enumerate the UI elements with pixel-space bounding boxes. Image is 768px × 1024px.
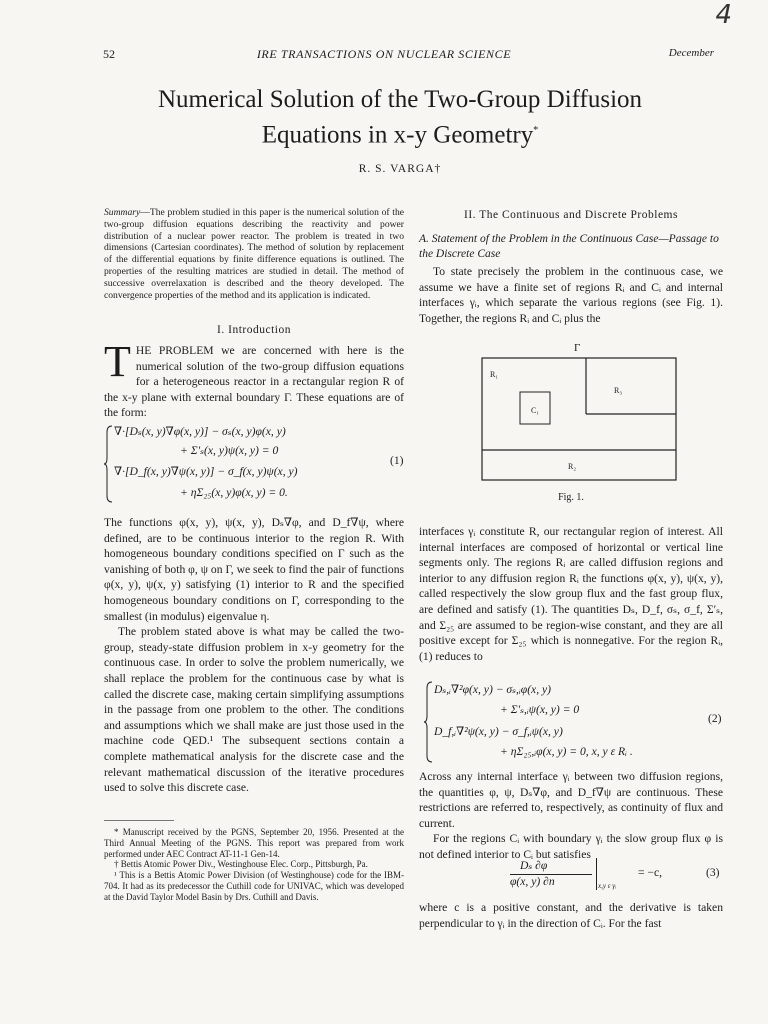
fig-r2: R₂: [568, 462, 577, 471]
footnote-3: ¹ This is a Bettis Atomic Power Division (of Westinghouse) code for the IBM-704. It had as its predecessor the Cuthill code for UNIVAC, which was developed at the David Taylor Model Basin by Drs. Cuthill and Davis.: [104, 870, 404, 902]
left-body: [104, 515, 404, 796]
equation-1: [104, 424, 404, 504]
eq2-line4: + ηΣ₂₅,ᵢφ(x, y) = 0, x, y ε Rᵢ .: [500, 745, 633, 758]
dropcap: T: [104, 337, 131, 386]
right-body-p1: interfaces γᵢ constitute R, our rectangular region of interest. All internal interfaces are composed of horizontal or vertical line segments only. The regions Rᵢ are called diffusion regions and interior to any diffusion region Rᵢ the functions φ(x, y), ψ(x, y), called respectively the slow group flux and the fast group flux, are defined and satisfy (1). The quantities Dₛ, D_f, σₛ, σ_f, Σ′ₛ, and Σ₂₅ are assumed to be region-wise constant, and they are all positive except for Σ₂₅ which is nonnegative. For the region Rᵢ, (1) reduces to: [419, 525, 723, 663]
equation-2: [424, 680, 724, 764]
section-heading: II. The Continuous and Discrete Problems: [464, 209, 678, 221]
page-number: 52: [103, 47, 115, 61]
right-body-3: [419, 900, 723, 931]
equation-3: [510, 858, 724, 894]
intro-paragraph: [104, 337, 404, 421]
left-body-p1: The functions φ(x, y), ψ(x, y), Dₛ∇φ, and D_f∇ψ, where defined, are to be continuous interior to the region R. With homogeneous boundary conditions specified on Γ such as the vanishing of both φ, ψ on Γ, we seek to find the pair of functions φ(x, y), ψ(x, y) satisfying (1) interior to R and the specified homogeneous boundary conditions on Γ, corresponding to the smallest (in modulus) eigenvalue η.: [104, 516, 404, 623]
eq3-rhs: = −c,: [638, 866, 663, 879]
eq2-line3: D_f,ᵢ∇²ψ(x, y) − σ_f,ᵢψ(x, y): [434, 725, 563, 738]
right-body2-p1: Across any internal interface γᵢ between two diffusion regions, the quantities φ, ψ, Dₛ∇φ, and D_f∇ψ are continuous. These restrictions are referred to, respectively, as continuity of flux and current.: [419, 770, 723, 830]
corner-mark: 4: [715, 0, 732, 30]
brace-icon: [104, 424, 114, 504]
eq2-line2: + Σ′ₛ,ᵢψ(x, y) = 0: [500, 703, 580, 716]
right-body: [419, 524, 723, 664]
right-paragraph-1: [419, 264, 723, 326]
figure-1: [480, 344, 680, 484]
title-line-2: Equations in x-y Geometry: [261, 121, 534, 149]
paper-title: [0, 84, 768, 150]
title-line-1: Numerical Solution of the Two-Group Diffusion: [157, 86, 643, 113]
intro-heading: I. Introduction: [217, 324, 291, 336]
right-body2-p2: For the regions Cᵢ with boundary γᵢ the slow group flux φ is not defined interior to Cᵢ but satisfies: [419, 832, 723, 861]
footnotes: [104, 827, 404, 903]
footnote-2: † Bettis Atomic Power Div., Westinghouse Elec. Corp., Pittsburgh, Pa.: [114, 859, 368, 870]
eval-bar: [596, 858, 597, 890]
eq3-subscript: x,y ε γᵢ: [598, 882, 617, 890]
eq3-number: (3): [706, 866, 720, 879]
left-body-p2: The problem stated above is what may be called the two-group, steady-state diffusion problem in x-y geometry for the continuous case. In order to solve the problem numerically, we shall replace the problem for the continuous case by what is called the discrete case, making certain simplifying assumptions in the passage from one problem to the other. The conditions and assumptions which we shall make are just those used in the machine code QED.¹ The subsequent sections contain a complete mathematical analysis for the discrete case and the relevant mathematical discussion of the iterative procedures used to solve this discrete case.: [104, 625, 404, 795]
eq3-numerator: Dₛ ∂φ: [520, 859, 548, 872]
fig-gamma: Γ: [574, 342, 581, 354]
eq2-line1: Dₛ,ᵢ∇²φ(x, y) − σₛ,ᵢφ(x, y): [434, 683, 552, 696]
right-body-2: [419, 769, 723, 863]
fig-c1: C₁: [531, 406, 540, 415]
eq1-line3: ∇·[D_f(x, y)∇ψ(x, y)] − σ_f(x, y)ψ(x, y): [114, 465, 298, 478]
right-body3-p1: where c is a positive constant, and the derivative is taken perpendicular to γᵢ in the direction of Cᵢ. For the fast: [419, 901, 723, 930]
intro-text: HE PROBLEM we are concerned with here is the numerical solution of the two-group diffusion equations for a heterogeneous reactor in a rectangular region R of the x-y plane with external boundary Γ. These equations are of the form:: [104, 344, 404, 420]
footnote-1: * Manuscript received by the PGNS, September 20, 1956. Presented at the Third Annual Meeting of the PGNS. This report was prepared from work performed under AEC Contract AT-11-1 Gen-14.: [104, 827, 404, 859]
summary: [104, 207, 404, 301]
author: R. S. VARGA†: [358, 163, 442, 175]
figure-caption: Fig. 1.: [558, 492, 584, 503]
fig-r3: R₃: [614, 386, 623, 395]
summary-text: —The problem studied in this paper is the numerical solution of the two-group diffusion equations describing the reactivity and power distribution of a nuclear power reactor. The problem is treated in two dimensions (Cartesian coordinates). The method of solution by replacement of the differential equations by finite difference equations is outlined. The properties of the resulting matrices are studied in detail. The method of successive overrelaxation is described and the theory developed. The convergence properties of the method and its application is indicated.: [104, 207, 404, 301]
eq3-denominator: φ(x, y) ∂n: [510, 875, 555, 888]
title-footnote-marker: *: [533, 125, 539, 136]
right-p1-text: To state precisely the problem in the continuous case, we assume we have a finite set of regions Rᵢ and Cᵢ and internal interfaces γᵢ, which separate the various regions (see Fig. 1). Together, the regions Rᵢ and Cᵢ plus the: [419, 265, 723, 325]
eq2-number: (2): [708, 712, 722, 725]
eq1-number: (1): [390, 454, 404, 467]
region-diagram: [480, 356, 680, 484]
fig-r1: R₁: [490, 370, 499, 379]
summary-lead: Summary: [104, 207, 141, 218]
footnote-rule: [104, 820, 174, 821]
brace-icon: [424, 680, 434, 764]
eq1-line2: + Σ′ₛ(x, y)ψ(x, y) = 0: [180, 444, 279, 457]
subsection-heading: A. Statement of the Problem in the Continuous Case—Passage to the Discrete Case: [419, 233, 719, 260]
running-date: December: [668, 47, 714, 59]
running-head: IRE TRANSACTIONS ON NUCLEAR SCIENCE: [256, 47, 512, 61]
eq1-line1: ∇·[Dₛ(x, y)∇φ(x, y)] − σₛ(x, y)φ(x, y): [114, 425, 286, 438]
eq1-line4: + ηΣ₂₅(x, y)φ(x, y) = 0.: [180, 486, 288, 499]
